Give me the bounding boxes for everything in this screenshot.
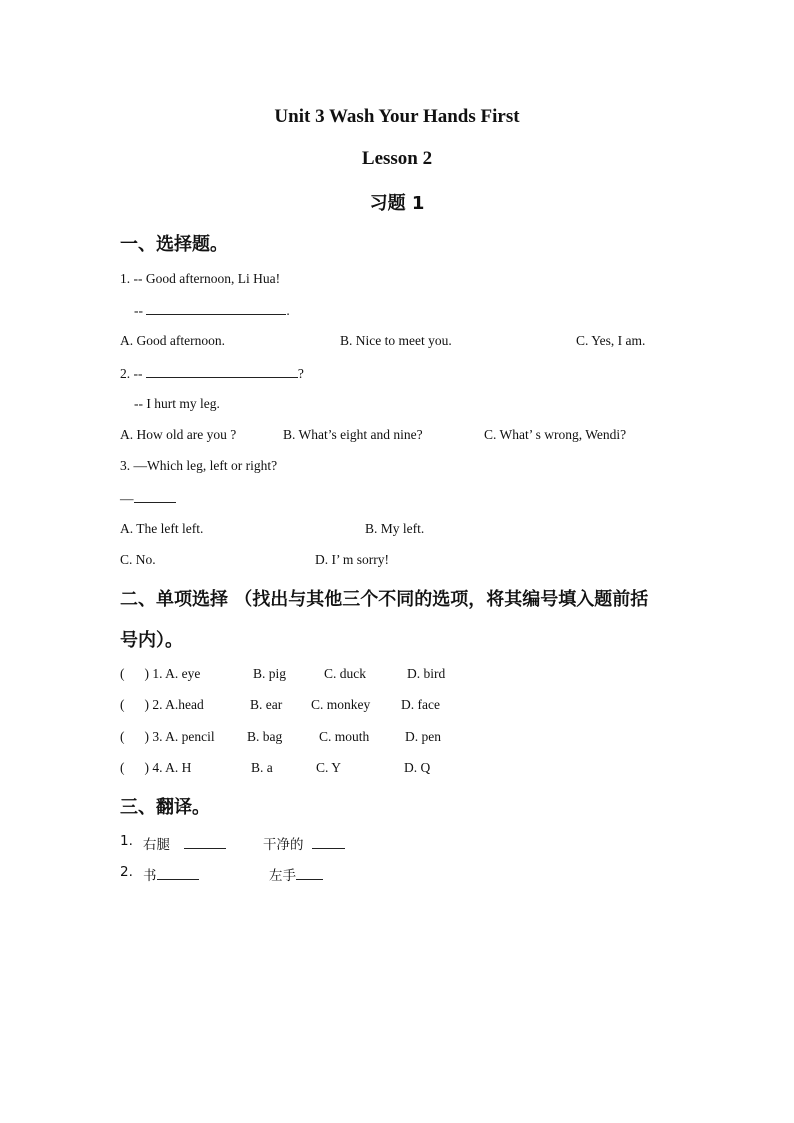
s3-row-1-blank-b[interactable] — [312, 836, 345, 849]
s3-row-2-num: 2. — [120, 864, 133, 880]
s2-item-1-option-a: 1. A. eye — [152, 666, 201, 681]
q3-answer-blank[interactable] — [134, 490, 176, 503]
s2-item-4-option-d: D. Q — [404, 760, 431, 775]
q1-option-b: B. Nice to meet you. — [340, 333, 452, 348]
s2-item-2-option-c: C. monkey — [311, 697, 371, 712]
q2-prompt-suffix: ? — [297, 366, 304, 381]
q1-answer-blank[interactable] — [146, 302, 286, 315]
s2-item-2-paren-close: ) — [144, 697, 149, 712]
s3-row-2-blank-a[interactable] — [157, 867, 199, 880]
section2-heading-line2: 号内）。 — [120, 630, 183, 651]
s2-item-1-paren-open: ( — [120, 666, 125, 681]
s2-item-4 — [120, 760, 191, 776]
q1-reply — [134, 302, 290, 319]
s3-row-2-item-b — [269, 864, 323, 884]
s2-item-3 — [120, 729, 215, 745]
section3-heading: 三、翻译。 — [120, 797, 210, 818]
s3-row-1-item-a — [143, 833, 226, 853]
s2-item-4-option-c: C. Y — [316, 760, 342, 775]
q2-option-a: A. How old are you ? — [120, 427, 237, 442]
s2-item-1-option-d: D. bird — [407, 666, 446, 681]
s2-item-4-paren-close: ) — [144, 760, 149, 775]
q3-option-d: D. I’ m sorry! — [315, 552, 389, 567]
s3-row-2-item-a — [143, 864, 199, 884]
q3-prompt: 3. —Which leg, left or right? — [120, 458, 278, 473]
s2-item-3-option-c: C. mouth — [319, 729, 370, 744]
s2-item-3-option-d: D. pen — [405, 729, 441, 744]
s2-item-4-option-b: B. a — [251, 760, 273, 775]
s3-row-2 — [120, 864, 133, 880]
q3-option-c: C. No. — [120, 552, 156, 567]
q1-option-a: A. Good afternoon. — [120, 333, 225, 348]
s3-row-2-word-b: 左手 — [269, 868, 296, 884]
q2-reply: -- I hurt my leg. — [134, 396, 220, 411]
s3-row-1-blank-a[interactable] — [184, 836, 226, 849]
q3-reply-prefix: — — [120, 491, 134, 506]
s2-item-1-paren-close: ) — [144, 666, 149, 681]
s2-item-3-paren-open: ( — [120, 729, 125, 744]
q1-reply-suffix: . — [286, 303, 290, 318]
s2-item-2-option-b: B. ear — [250, 697, 283, 712]
q1-reply-prefix: -- — [134, 303, 147, 318]
s3-row-1-word-b: 干净的 — [263, 837, 304, 853]
q3-option-b: B. My left. — [365, 521, 425, 536]
q1-prompt: 1. -- Good afternoon, Li Hua! — [120, 271, 281, 286]
s3-row-2-blank-b[interactable] — [296, 867, 323, 880]
section1-heading: 一、选择题。 — [120, 234, 228, 255]
s3-row-2-word-a: 书 — [143, 868, 157, 884]
q2-option-b: B. What’s eight and nine? — [283, 427, 423, 442]
page-title: Unit 3 Wash Your Hands First — [274, 106, 520, 127]
s2-item-3-paren-close: ) — [144, 729, 149, 744]
q2-prompt-prefix: 2. -- — [120, 366, 146, 381]
s2-item-4-paren-open: ( — [120, 760, 125, 775]
s3-row-1-num: 1. — [120, 833, 133, 849]
s3-row-1 — [120, 833, 133, 849]
q2-prompt — [120, 365, 304, 382]
q2-option-c: C. What’ s wrong, Wendi? — [484, 427, 627, 442]
s2-item-3-option-a: 3. A. pencil — [152, 729, 215, 744]
s2-item-1-option-c: C. duck — [324, 666, 366, 681]
exercise-title: 习题 1 — [369, 193, 425, 214]
q2-answer-blank[interactable] — [146, 365, 298, 378]
s3-row-1-word-a: 右腿 — [143, 837, 170, 853]
s2-item-4-option-a: 4. A. H — [152, 760, 192, 775]
s2-item-2-option-a: 2. A.head — [152, 697, 204, 712]
s2-item-1-option-b: B. pig — [253, 666, 287, 681]
s2-item-2 — [120, 697, 204, 713]
q1-option-c: C. Yes, I am. — [576, 333, 646, 348]
section2-heading-line1: 二、单项选择 （找出与其他三个不同的选项，将其编号填入题前括 — [120, 589, 649, 610]
q3-option-a: A. The left left. — [120, 521, 204, 536]
s2-item-1 — [120, 666, 200, 682]
s2-item-3-option-b: B. bag — [247, 729, 283, 744]
lesson-title: Lesson 2 — [361, 148, 433, 169]
q3-reply — [120, 490, 176, 507]
s3-row-1-item-b — [263, 833, 345, 853]
s2-item-2-paren-open: ( — [120, 697, 125, 712]
s2-item-2-option-d: D. face — [401, 697, 440, 712]
